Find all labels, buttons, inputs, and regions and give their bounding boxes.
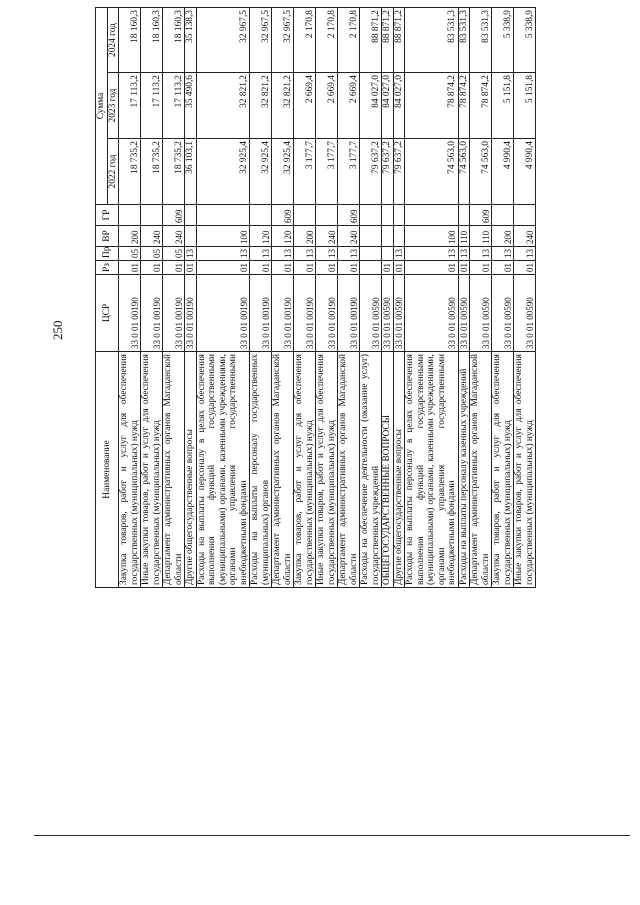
- row-sum-2024: 88 871,2: [382, 8, 394, 73]
- row-sum-2022: 74 563,0: [458, 139, 470, 205]
- row-csr: 33 0 01 00190: [141, 275, 163, 352]
- row-rz: 01: [492, 261, 514, 275]
- row-sum-2022: 79 637,2: [360, 139, 382, 205]
- row-gr: 609: [272, 205, 294, 226]
- row-name: Департамент административных органов Магаданской области: [338, 352, 360, 588]
- row-sum-2022: 3 177,7: [338, 139, 360, 205]
- row-gr: [119, 205, 141, 226]
- row-vr: 120: [272, 226, 294, 247]
- row-pr: [360, 247, 382, 261]
- row-rz: 01: [294, 261, 316, 275]
- header-vr: ВР: [96, 226, 119, 247]
- rotated-page-content: [95, 8, 563, 588]
- row-csr: 33 0 01 00590: [382, 275, 394, 352]
- row-csr: 33 0 01 00190: [250, 275, 272, 352]
- row-sum-2024: 5 338,9: [492, 8, 514, 73]
- row-rz: 01: [316, 261, 338, 275]
- row-sum-2023: 78 874,2: [458, 73, 470, 139]
- row-gr: [185, 205, 197, 226]
- row-gr: [141, 205, 163, 226]
- row-rz: 01: [382, 261, 394, 275]
- row-pr: 13: [393, 247, 405, 261]
- row-csr: 33 0 01 00190: [163, 275, 185, 352]
- row-gr: [492, 205, 514, 226]
- row-sum-2024: 35 138,3: [185, 8, 197, 73]
- table-row: [196, 8, 250, 588]
- row-name: Иные закупки товаров, работ и услуг для обеспечения государственных (муниципальных) нужд: [316, 352, 338, 588]
- row-sum-2022: 18 735,2: [163, 139, 185, 205]
- row-vr: 240: [316, 226, 338, 247]
- row-pr: 13: [316, 247, 338, 261]
- row-vr: 240: [338, 226, 360, 247]
- row-sum-2024: 5 338,9: [514, 8, 536, 73]
- row-gr: 609: [338, 205, 360, 226]
- row-vr: [382, 226, 394, 247]
- row-sum-2022: 32 925,4: [196, 139, 250, 205]
- row-sum-2022: 36 103,1: [185, 139, 197, 205]
- row-sum-2024: 83 531,3: [458, 8, 470, 73]
- row-vr: 240: [141, 226, 163, 247]
- row-name: Департамент административных органов Магаданской области: [272, 352, 294, 588]
- row-pr: 13: [272, 247, 294, 261]
- header-year-2024: 2024 год: [107, 8, 119, 73]
- row-csr: 33 0 01 00590: [393, 275, 405, 352]
- table-row: [316, 8, 338, 588]
- header-year-2022: 2022 год: [107, 139, 119, 205]
- row-sum-2024: 83 531,3: [405, 8, 459, 73]
- row-sum-2022: 79 637,2: [382, 139, 394, 205]
- row-vr: 110: [470, 226, 492, 247]
- row-vr: 110: [458, 226, 470, 247]
- row-rz: 01: [185, 261, 197, 275]
- row-name: Закупка товаров, работ и услуг для обеспечения государственных (муниципальных) нужд: [294, 352, 316, 588]
- row-csr: 33 0 01 00590: [458, 275, 470, 352]
- row-gr: 609: [163, 205, 185, 226]
- row-rz: [360, 261, 382, 275]
- table-row: [405, 8, 459, 588]
- row-gr: [393, 205, 405, 226]
- row-sum-2023: 32 821,2: [250, 73, 272, 139]
- table-body: [119, 8, 536, 588]
- row-pr: [382, 247, 394, 261]
- row-name: Другие общегосударственные вопросы: [185, 352, 197, 588]
- row-rz: 01: [196, 261, 250, 275]
- row-vr: [393, 226, 405, 247]
- row-vr: 120: [250, 226, 272, 247]
- row-sum-2022: 3 177,7: [316, 139, 338, 205]
- row-csr: 33 0 01 00590: [514, 275, 536, 352]
- row-sum-2022: 74 563,0: [405, 139, 459, 205]
- table-row: [250, 8, 272, 588]
- row-name: Расходы на выплаты персоналу государственных (муниципальных) органов: [250, 352, 272, 588]
- row-sum-2023: 78 874,2: [405, 73, 459, 139]
- row-vr: 240: [163, 226, 185, 247]
- row-gr: [360, 205, 382, 226]
- row-sum-2024: 88 871,2: [393, 8, 405, 73]
- bottom-divider: [34, 835, 630, 836]
- row-vr: [360, 226, 382, 247]
- header-csr: ЦСР: [96, 275, 119, 352]
- budget-table: [95, 7, 536, 588]
- row-sum-2023: 32 821,2: [272, 73, 294, 139]
- row-rz: 01: [250, 261, 272, 275]
- row-pr: 13: [294, 247, 316, 261]
- row-sum-2022: 18 735,2: [119, 139, 141, 205]
- row-sum-2023: 17 113,2: [141, 73, 163, 139]
- row-sum-2023: 2 669,4: [294, 73, 316, 139]
- row-sum-2023: 2 669,4: [316, 73, 338, 139]
- table-header-row: [96, 8, 108, 588]
- row-gr: [250, 205, 272, 226]
- row-pr: 05: [163, 247, 185, 261]
- header-sum: Сумма: [96, 8, 108, 205]
- table-row: [492, 8, 514, 588]
- row-sum-2024: 32 967,5: [196, 8, 250, 73]
- row-gr: [294, 205, 316, 226]
- row-sum-2023: 5 151,8: [514, 73, 536, 139]
- row-rz: 01: [163, 261, 185, 275]
- row-name: Иные закупки товаров, работ и услуг для обеспечения государственных (муниципальных) нужд: [141, 352, 163, 588]
- row-csr: 33 0 01 00590: [470, 275, 492, 352]
- row-pr: 05: [119, 247, 141, 261]
- row-vr: 100: [405, 226, 459, 247]
- row-gr: [382, 205, 394, 226]
- row-rz: 01: [405, 261, 459, 275]
- row-sum-2023: 17 113,2: [119, 73, 141, 139]
- row-rz: 01: [338, 261, 360, 275]
- row-csr: 33 0 01 00190: [338, 275, 360, 352]
- header-name: Наименование: [96, 352, 119, 588]
- row-name: Другие общегосударственные вопросы: [393, 352, 405, 588]
- row-name: Расходы на выплаты персоналу в целях обеспечения выполнения функций государственными (муниципальными) органами, казенными учреждениями, органами управления государственными внебюджетными фондами: [405, 352, 459, 588]
- table-row: [382, 8, 394, 588]
- row-gr: 609: [470, 205, 492, 226]
- row-name: Расходы на выплаты персоналу казенных учреждений: [458, 352, 470, 588]
- header-year-2023: 2023 год: [107, 73, 119, 139]
- row-sum-2024: 88 871,2: [360, 8, 382, 73]
- row-sum-2022: 4 990,4: [492, 139, 514, 205]
- row-pr: 13: [196, 247, 250, 261]
- row-vr: 200: [294, 226, 316, 247]
- table-row: [272, 8, 294, 588]
- table-row: [141, 8, 163, 588]
- table-row: [458, 8, 470, 588]
- row-vr: 240: [514, 226, 536, 247]
- row-name: Расходы на обеспечение деятельности (оказание услуг) государственных учреждений: [360, 352, 382, 588]
- row-sum-2023: 78 874,2: [470, 73, 492, 139]
- row-sum-2024: 32 967,5: [272, 8, 294, 73]
- row-csr: 33 0 01 00190: [196, 275, 250, 352]
- row-sum-2024: 32 967,5: [250, 8, 272, 73]
- row-gr: [196, 205, 250, 226]
- row-rz: 01: [272, 261, 294, 275]
- row-vr: 200: [119, 226, 141, 247]
- row-name: Департамент административных органов Магаданской области: [470, 352, 492, 588]
- table-row: [185, 8, 197, 588]
- row-name: Расходы на выплаты персоналу в целях обеспечения выполнения функций государственными (муниципальными) органами, казенными учреждениями, органами управления государственными внебюджетными фондами: [196, 352, 250, 588]
- row-sum-2024: 2 170,8: [338, 8, 360, 73]
- row-pr: 13: [458, 247, 470, 261]
- row-name: Закупка товаров, работ и услуг для обеспечения государственных (муниципальных) нужд: [119, 352, 141, 588]
- row-sum-2023: 84 027,0: [393, 73, 405, 139]
- row-name: Закупка товаров, работ и услуг для обеспечения государственных (муниципальных) нужд: [492, 352, 514, 588]
- row-rz: 01: [470, 261, 492, 275]
- row-csr: 33 0 01 00190: [316, 275, 338, 352]
- row-name: Иные закупки товаров, работ и услуг для обеспечения государственных (муниципальных) нужд: [514, 352, 536, 588]
- row-name: Департамент административных органов Магаданской области: [163, 352, 185, 588]
- table-row: [119, 8, 141, 588]
- row-sum-2024: 18 160,3: [141, 8, 163, 73]
- row-sum-2022: 3 177,7: [294, 139, 316, 205]
- row-csr: 33 0 01 00590: [360, 275, 382, 352]
- row-gr: [458, 205, 470, 226]
- row-name: ОБЩЕГОСУДАРСТВЕННЫЕ ВОПРОСЫ: [382, 352, 394, 588]
- row-vr: [185, 226, 197, 247]
- row-sum-2024: 2 170,8: [316, 8, 338, 73]
- row-pr: 13: [470, 247, 492, 261]
- row-pr: 13: [514, 247, 536, 261]
- row-sum-2023: 5 151,8: [492, 73, 514, 139]
- table-row: [514, 8, 536, 588]
- row-pr: 13: [405, 247, 459, 261]
- row-vr: 100: [196, 226, 250, 247]
- page-number: 250: [50, 320, 65, 340]
- row-pr: 05: [141, 247, 163, 261]
- row-csr: 33 0 01 00590: [405, 275, 459, 352]
- row-pr: 13: [338, 247, 360, 261]
- row-sum-2023: 17 113,2: [163, 73, 185, 139]
- row-pr: 13: [250, 247, 272, 261]
- table-row: [294, 8, 316, 588]
- row-sum-2022: 74 563,0: [470, 139, 492, 205]
- row-gr: [405, 205, 459, 226]
- row-gr: [514, 205, 536, 226]
- header-rz: Рз: [96, 261, 119, 275]
- row-rz: 01: [141, 261, 163, 275]
- table-row: [163, 8, 185, 588]
- row-sum-2023: 2 669,4: [338, 73, 360, 139]
- table-row: [338, 8, 360, 588]
- row-csr: 33 0 01 00190: [119, 275, 141, 352]
- row-pr: 13: [492, 247, 514, 261]
- row-csr: 33 0 01 00190: [294, 275, 316, 352]
- row-sum-2022: 4 990,4: [514, 139, 536, 205]
- row-gr: [316, 205, 338, 226]
- header-pr: Пр: [96, 247, 119, 261]
- row-pr: 13: [185, 247, 197, 261]
- row-csr: 33 0 01 00190: [272, 275, 294, 352]
- header-gr: ГР: [96, 205, 119, 226]
- row-sum-2022: 18 735,2: [141, 139, 163, 205]
- row-rz: 01: [119, 261, 141, 275]
- row-rz: 01: [514, 261, 536, 275]
- row-sum-2022: 32 925,4: [250, 139, 272, 205]
- row-sum-2023: 32 821,2: [196, 73, 250, 139]
- row-sum-2024: 2 170,8: [294, 8, 316, 73]
- row-sum-2023: 84 027,0: [360, 73, 382, 139]
- table-row: [470, 8, 492, 588]
- row-sum-2024: 83 531,3: [470, 8, 492, 73]
- row-sum-2023: 35 490,6: [185, 73, 197, 139]
- row-sum-2024: 18 160,3: [119, 8, 141, 73]
- table-row: [393, 8, 405, 588]
- row-sum-2024: 18 160,3: [163, 8, 185, 73]
- table-row: [360, 8, 382, 588]
- row-csr: 33 0 01 00190: [185, 275, 197, 352]
- row-sum-2022: 32 925,4: [272, 139, 294, 205]
- row-rz: 01: [393, 261, 405, 275]
- row-csr: 33 0 01 00590: [492, 275, 514, 352]
- row-rz: 01: [458, 261, 470, 275]
- row-vr: 200: [492, 226, 514, 247]
- row-sum-2023: 84 027,0: [382, 73, 394, 139]
- row-sum-2022: 79 637,2: [393, 139, 405, 205]
